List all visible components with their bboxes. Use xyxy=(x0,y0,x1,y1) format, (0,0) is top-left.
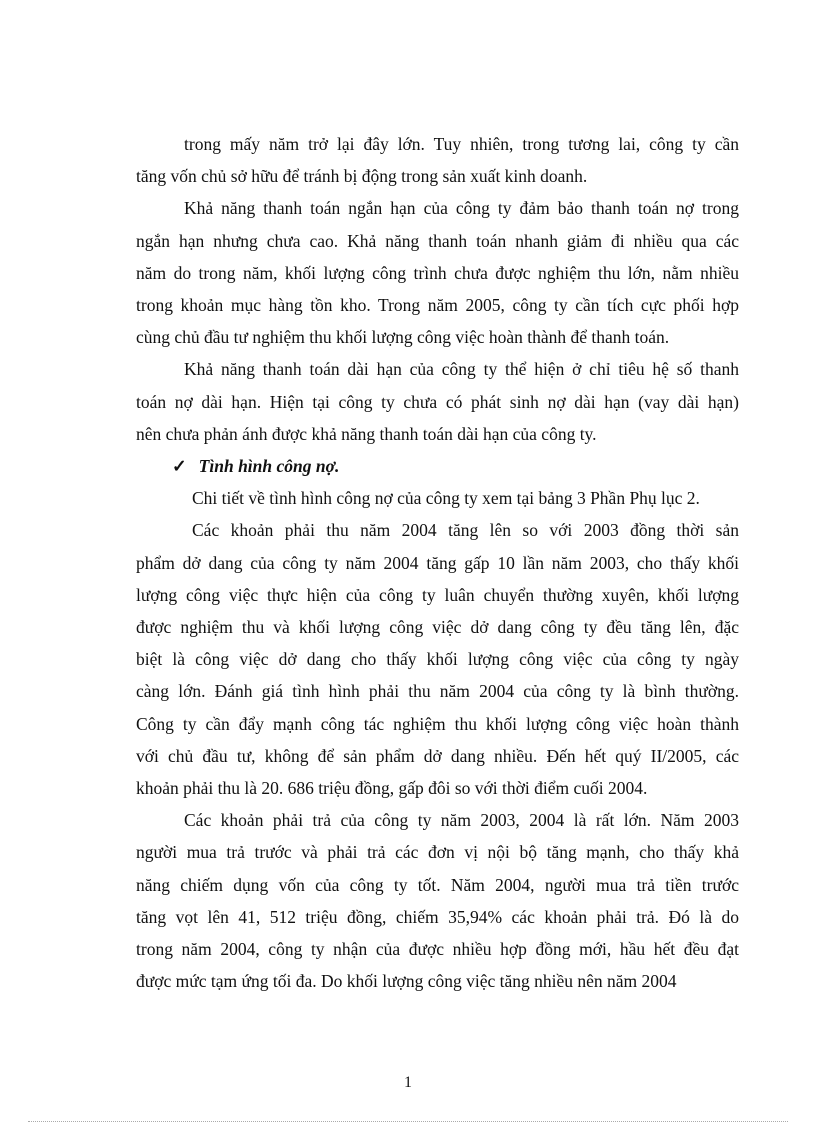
text-line: toán nợ dài hạn. Hiện tại công ty chưa có phát sinh nợ dài hạn (vay dài hạn) xyxy=(136,391,739,412)
text-line: trong mấy năm trở lại đây lớn. Tuy nhiên, trong tương lai, công ty cần xyxy=(184,134,739,154)
text-line: Chi tiết về tình hình công nợ của công ty xem tại bảng 3 Phần Phụ lục 2. xyxy=(192,488,700,509)
text-line: lượng công việc thực hiện của công ty luân chuyển thường xuyên, khối lượng xyxy=(136,584,739,605)
text-line: người mua trả trước và phải trả các đơn vị nội bộ tăng mạnh, cho thấy khả xyxy=(136,842,739,863)
checkmark-icon: ✓ xyxy=(172,456,187,477)
text-line: Khả năng thanh toán dài hạn của công ty thể hiện ở chỉ tiêu hệ số thanh xyxy=(184,359,739,380)
text-line: nên chưa phản ánh được khả năng thanh toán dài hạn của công ty. xyxy=(136,423,597,444)
text-line: trong năm 2004, công ty nhận của được nhiều hợp đồng mới, hầu hết đều đạt xyxy=(136,939,739,960)
text-line: năng chiếm dụng vốn của công ty tốt. Năm 2004, người mua trả tiền trước xyxy=(136,874,739,895)
text-line: cùng chủ đầu tư nghiệm thu khối lượng công việc hoàn thành để thanh toán. xyxy=(136,327,670,348)
paragraph-receivables xyxy=(136,514,739,804)
text-line: Khả năng thanh toán ngắn hạn của công ty đảm bảo thanh toán nợ trong xyxy=(184,198,739,219)
text-line: ngắn hạn nhưng chưa cao. Khả năng thanh toán nhanh giảm đi nhiều qua các xyxy=(136,230,739,251)
paragraph-short-term-liquidity xyxy=(136,192,739,353)
paragraph-payables xyxy=(136,804,739,997)
paragraph-long-term-liquidity xyxy=(136,353,739,450)
text-line: trong khoản mục hàng tồn kho. Trong năm 2005, công ty cần tích cực phối hợp xyxy=(136,295,739,316)
section-heading xyxy=(136,450,739,482)
text-line: tăng vọt lên 41, 512 triệu đồng, chiếm 35,94% các khoản phải trả. Đó là do xyxy=(136,906,739,927)
text-line: Các khoản phải trả của công ty năm 2003, 2004 là rất lớn. Năm 2003 xyxy=(184,810,739,831)
text-line: được mức tạm ứng tối đa. Do khối lượng công việc tăng nhiều nên năm 2004 xyxy=(136,971,677,992)
text-line: phẩm dở dang của công ty năm 2004 tăng gấp 10 lần năm 2003, cho thấy khối xyxy=(136,552,739,573)
text-line: với chủ đầu tư, không để sản phẩm dở dang nhiều. Đến hết quý II/2005, các xyxy=(136,745,739,766)
text-line: biệt là công việc dở dang cho thấy khối lượng công việc của công ty ngày xyxy=(136,649,739,670)
text-line: Công ty cần đẩy mạnh công tác nghiệm thu khối lượng công việc hoàn thành xyxy=(136,713,739,734)
page-number: 1 xyxy=(404,1074,412,1091)
document-body xyxy=(136,128,739,997)
text-line: khoản phải thu là 20. 686 triệu đồng, gấp đôi so với thời điểm cuối 2004. xyxy=(136,778,648,799)
text-line: được nghiệm thu và khối lượng công việc dở dang công ty đều tăng lên, đặc xyxy=(136,617,739,638)
page-bottom-divider xyxy=(28,1121,788,1122)
text-line: Các khoản phải thu năm 2004 tăng lên so với 2003 đồng thời sản xyxy=(192,520,739,541)
paragraph-intro xyxy=(136,482,739,514)
paragraph-equity xyxy=(136,128,739,192)
text-line: càng lớn. Đánh giá tình hình phải thu năm 2004 của công ty là bình thường. xyxy=(136,681,739,702)
text-line: tăng vốn chủ sở hữu để tránh bị động trong sản xuất kinh doanh. xyxy=(136,166,588,187)
text-line: năm do trong năm, khối lượng công trình chưa được nghiệm thu lớn, nằm nhiều xyxy=(136,262,739,283)
section-heading-text: Tình hình công nợ. xyxy=(198,456,340,477)
